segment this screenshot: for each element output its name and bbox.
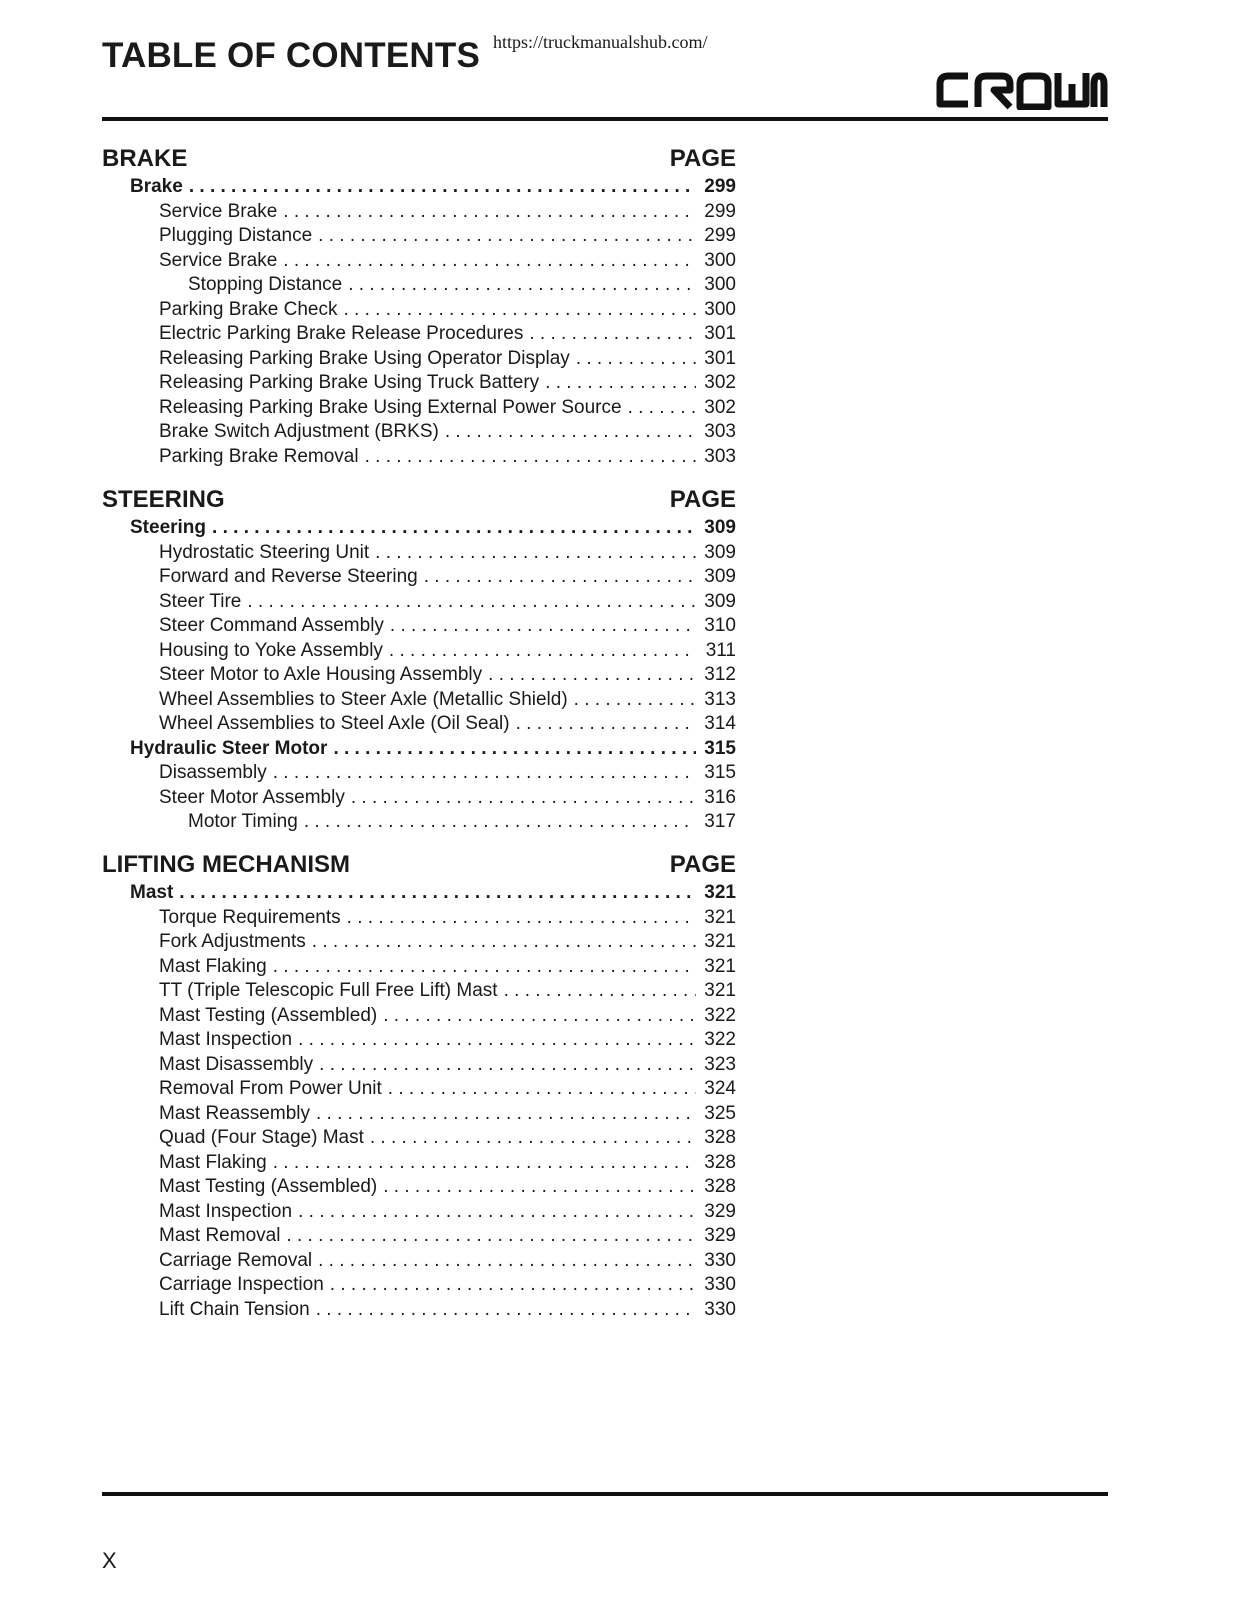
toc-entry-page: 309: [704, 590, 736, 612]
toc-entry-label: Stopping Distance: [188, 274, 343, 295]
toc-entry[interactable]: [102, 200, 736, 225]
toc-entry-page: 325: [704, 1102, 736, 1124]
dot-leader: [375, 541, 696, 566]
toc-entry-page: 329: [704, 1225, 736, 1246]
toc-entry-label: Housing to Yoke Assembly: [159, 639, 383, 661]
toc-entry-label: Releasing Parking Brake Using Truck Battery: [159, 372, 540, 393]
toc-chapter-entry[interactable]: [102, 175, 736, 200]
dot-leader: [390, 614, 696, 639]
toc-entry-label: Electric Parking Brake Release Procedures: [159, 323, 524, 344]
section-page-label: PAGE: [669, 486, 736, 513]
toc-entry-page: 299: [704, 225, 736, 246]
toc-entry[interactable]: [102, 1053, 736, 1078]
toc-entry-label: Service Brake: [159, 249, 278, 271]
toc-chapter-entry[interactable]: [102, 881, 736, 906]
toc-entry-label: Mast Inspection: [159, 1029, 293, 1050]
toc-entry[interactable]: [102, 371, 736, 396]
toc-entry-page: 311: [705, 639, 736, 661]
toc-entry[interactable]: [102, 1028, 736, 1053]
toc-entry[interactable]: [102, 810, 736, 835]
dot-leader: [347, 906, 696, 931]
toc-entry[interactable]: [102, 663, 736, 688]
toc-entry-page: 328: [704, 1127, 736, 1148]
toc-entry-page: 330: [704, 1274, 736, 1295]
toc-entry[interactable]: [102, 688, 736, 713]
dot-leader: [189, 175, 696, 200]
section-header: [102, 847, 736, 879]
toc-entry-label: Quad (Four Stage) Mast: [159, 1127, 364, 1148]
dot-leader: [179, 881, 696, 906]
dot-leader: [576, 347, 696, 372]
footer-rule: [102, 1492, 1108, 1496]
toc-entry-page: 329: [704, 1200, 736, 1222]
toc-entry-label: Steer Motor Assembly: [159, 786, 345, 808]
toc-entry-page: 309: [704, 541, 736, 563]
toc-entry-label: Mast: [130, 882, 174, 903]
section-title: STEERING: [102, 486, 225, 513]
toc-entry-label: Fork Adjustments: [159, 931, 306, 952]
toc-entry-page: 299: [704, 176, 736, 197]
toc-entry[interactable]: [102, 906, 736, 931]
toc-entry-page: 315: [704, 762, 736, 783]
dot-leader: [304, 810, 696, 835]
toc-entry-page: 322: [704, 1004, 736, 1026]
toc-entry[interactable]: [102, 445, 736, 470]
toc-entry-label: Torque Requirements: [159, 906, 341, 928]
toc-entry-label: Carriage Removal: [159, 1249, 313, 1271]
toc-entry-page: 322: [704, 1029, 736, 1050]
dot-leader: [351, 786, 696, 811]
dot-leader: [383, 1175, 696, 1200]
dot-leader: [283, 200, 696, 225]
toc-entry[interactable]: [102, 1175, 736, 1200]
toc-entry[interactable]: [102, 224, 736, 249]
toc-entry-label: Steer Command Assembly: [159, 615, 384, 636]
toc-entry-label: Motor Timing: [188, 811, 298, 832]
toc-entry-label: Mast Removal: [159, 1225, 281, 1246]
toc-entry[interactable]: [102, 590, 736, 615]
section-page-label: PAGE: [669, 145, 736, 172]
toc-entry-label: Wheel Assemblies to Steel Axle (Oil Seal): [159, 713, 510, 734]
toc-entry[interactable]: [102, 1200, 736, 1225]
crown-logo: [936, 70, 1108, 110]
toc-entry[interactable]: [102, 930, 736, 955]
toc-entry-page: 303: [704, 445, 736, 467]
section-title: LIFTING MECHANISM: [102, 851, 350, 878]
toc-entry-page: 312: [704, 664, 736, 685]
toc-entry-page: 323: [704, 1053, 736, 1075]
toc-entry[interactable]: [102, 712, 736, 737]
dot-leader: [298, 1028, 696, 1053]
toc-entry-page: 300: [704, 274, 736, 295]
toc-entry-page: 321: [704, 906, 736, 928]
dot-leader: [389, 639, 696, 664]
toc-entry[interactable]: [102, 249, 736, 274]
toc-entry-page: 301: [704, 347, 736, 369]
dot-leader: [488, 663, 696, 688]
dot-leader: [504, 979, 696, 1004]
toc-entry-page: 317: [704, 811, 736, 832]
toc-entry-label: Steer Motor to Axle Housing Assembly: [159, 664, 483, 685]
dot-leader: [529, 322, 696, 347]
dot-leader: [343, 298, 696, 323]
toc-section-steering: [102, 482, 736, 835]
toc-entry[interactable]: [102, 614, 736, 639]
toc-entry-label: Removal From Power Unit: [159, 1078, 382, 1099]
toc-entry[interactable]: [102, 1126, 736, 1151]
toc-entry-label: Hydrostatic Steering Unit: [159, 541, 370, 563]
dot-leader: [318, 224, 696, 249]
toc-entry-label: Mast Testing (Assembled): [159, 1176, 378, 1197]
toc-entry-page: 301: [704, 323, 736, 344]
toc-entry-page: 302: [704, 396, 736, 418]
toc-entry-page: 299: [704, 200, 736, 222]
dot-leader: [318, 1249, 696, 1274]
toc-entry[interactable]: [102, 298, 736, 323]
dot-leader: [316, 1298, 696, 1323]
toc-entry-label: Service Brake: [159, 200, 278, 222]
toc-entry-page: 300: [704, 298, 736, 320]
dot-leader: [273, 761, 696, 786]
toc-entry-label: Disassembly: [159, 762, 267, 783]
dot-leader: [212, 516, 696, 541]
toc-entry[interactable]: [102, 541, 736, 566]
toc-entry[interactable]: [102, 1102, 736, 1127]
toc-section-brake: [102, 141, 736, 469]
dot-leader: [283, 249, 696, 274]
toc-entry-label: Plugging Distance: [159, 225, 313, 246]
toc-entry-label: Mast Testing (Assembled): [159, 1004, 378, 1026]
toc-entry[interactable]: [102, 1273, 736, 1298]
dot-leader: [286, 1224, 696, 1249]
section-header: [102, 141, 736, 173]
toc-entry[interactable]: [102, 1077, 736, 1102]
toc-entry-label: Releasing Parking Brake Using External Power Source: [159, 396, 622, 418]
toc-entry[interactable]: [102, 955, 736, 980]
dot-leader: [316, 1102, 696, 1127]
dot-leader: [370, 1126, 696, 1151]
toc-entry-page: 314: [704, 713, 736, 734]
header-rule: [102, 117, 1108, 121]
source-url[interactable]: https://truckmanualshub.com/: [493, 32, 708, 52]
toc-entry[interactable]: [102, 1249, 736, 1274]
dot-leader: [574, 688, 696, 713]
toc-entry-label: Carriage Inspection: [159, 1274, 324, 1295]
section-header: [102, 482, 736, 514]
toc-entry-page: 321: [704, 931, 736, 952]
toc-entry[interactable]: [102, 420, 736, 445]
toc-entry-page: 313: [704, 688, 736, 710]
toc-entry-page: 321: [704, 955, 736, 977]
toc-section-lifting-mechanism: [102, 847, 736, 1322]
toc-entry-page: 309: [704, 517, 736, 538]
dot-leader: [545, 371, 696, 396]
toc-entry[interactable]: [102, 639, 736, 664]
dot-leader: [348, 273, 696, 298]
section-page-label: PAGE: [669, 851, 736, 878]
toc-entry-label: Parking Brake Removal: [159, 445, 359, 467]
toc-entry-label: Steering: [130, 517, 207, 538]
dot-leader: [388, 1077, 696, 1102]
dot-leader: [247, 590, 696, 615]
toc-entry-page: 330: [704, 1298, 736, 1320]
toc-entry-page: 316: [704, 786, 736, 808]
toc-entry-label: Brake: [130, 176, 183, 197]
toc-chapter-entry[interactable]: [102, 737, 736, 762]
toc-entry-page: 330: [704, 1249, 736, 1271]
toc-entry[interactable]: [102, 786, 736, 811]
dot-leader: [312, 930, 696, 955]
toc-entry-page: 321: [704, 882, 736, 903]
dot-leader: [445, 420, 696, 445]
toc-entry-label: Mast Disassembly: [159, 1053, 314, 1075]
footer-page-number: X: [102, 1548, 117, 1573]
toc-entry-page: 328: [704, 1176, 736, 1197]
toc-entry-page: 321: [704, 980, 736, 1001]
toc-entry-label: Mast Flaking: [159, 955, 267, 977]
dot-leader: [330, 1273, 696, 1298]
toc-entry[interactable]: [102, 565, 736, 590]
toc-entry[interactable]: [102, 396, 736, 421]
toc-entry[interactable]: [102, 761, 736, 786]
toc-entry-label: Forward and Reverse Steering: [159, 566, 418, 587]
toc-entry-page: 324: [704, 1078, 736, 1099]
toc-entry-label: Mast Inspection: [159, 1200, 293, 1222]
section-title: BRAKE: [102, 145, 188, 172]
dot-leader: [516, 712, 696, 737]
toc-chapter-entry[interactable]: [102, 516, 736, 541]
dot-leader: [383, 1004, 696, 1029]
toc-entry-label: Releasing Parking Brake Using Operator Display: [159, 347, 570, 369]
toc-entry[interactable]: [102, 1004, 736, 1029]
toc-entry[interactable]: [102, 1224, 736, 1249]
dot-leader: [424, 565, 696, 590]
toc-entry[interactable]: [102, 322, 736, 347]
toc-entry-page: 310: [704, 615, 736, 636]
dot-leader: [273, 955, 696, 980]
toc-entry-label: Mast Reassembly: [159, 1102, 310, 1124]
toc-entry-label: Wheel Assemblies to Steer Axle (Metallic Shield): [159, 688, 568, 710]
toc-entry-label: Parking Brake Check: [159, 298, 338, 320]
toc-entry[interactable]: [102, 347, 736, 372]
toc-entry-page: 309: [704, 566, 736, 587]
toc-entry-page: 315: [704, 737, 736, 759]
dot-leader: [273, 1151, 696, 1176]
toc-entry-label: Brake Switch Adjustment (BRKS): [159, 421, 439, 442]
page-title: TABLE OF CONTENTS: [102, 36, 481, 75]
toc-entry-page: 300: [704, 249, 736, 271]
toc-entry-page: 302: [704, 372, 736, 393]
toc-entry-label: Steer Tire: [159, 590, 242, 612]
dot-leader: [365, 445, 696, 470]
toc-entry-label: TT (Triple Telescopic Full Free Lift) Mast: [159, 980, 498, 1001]
toc-entry[interactable]: [102, 979, 736, 1004]
dot-leader: [628, 396, 696, 421]
dot-leader: [319, 1053, 696, 1078]
dot-leader: [298, 1200, 696, 1225]
dot-leader: [333, 737, 696, 762]
toc-entry-page: 303: [704, 421, 736, 442]
toc-entry[interactable]: [102, 1298, 736, 1323]
toc-entry-page: 328: [704, 1151, 736, 1173]
toc-entry-label: Lift Chain Tension: [159, 1298, 310, 1320]
toc-entry[interactable]: [102, 1151, 736, 1176]
toc-entry[interactable]: [102, 273, 736, 298]
toc-entry-label: Mast Flaking: [159, 1151, 267, 1173]
toc-entry-label: Hydraulic Steer Motor: [130, 737, 328, 759]
